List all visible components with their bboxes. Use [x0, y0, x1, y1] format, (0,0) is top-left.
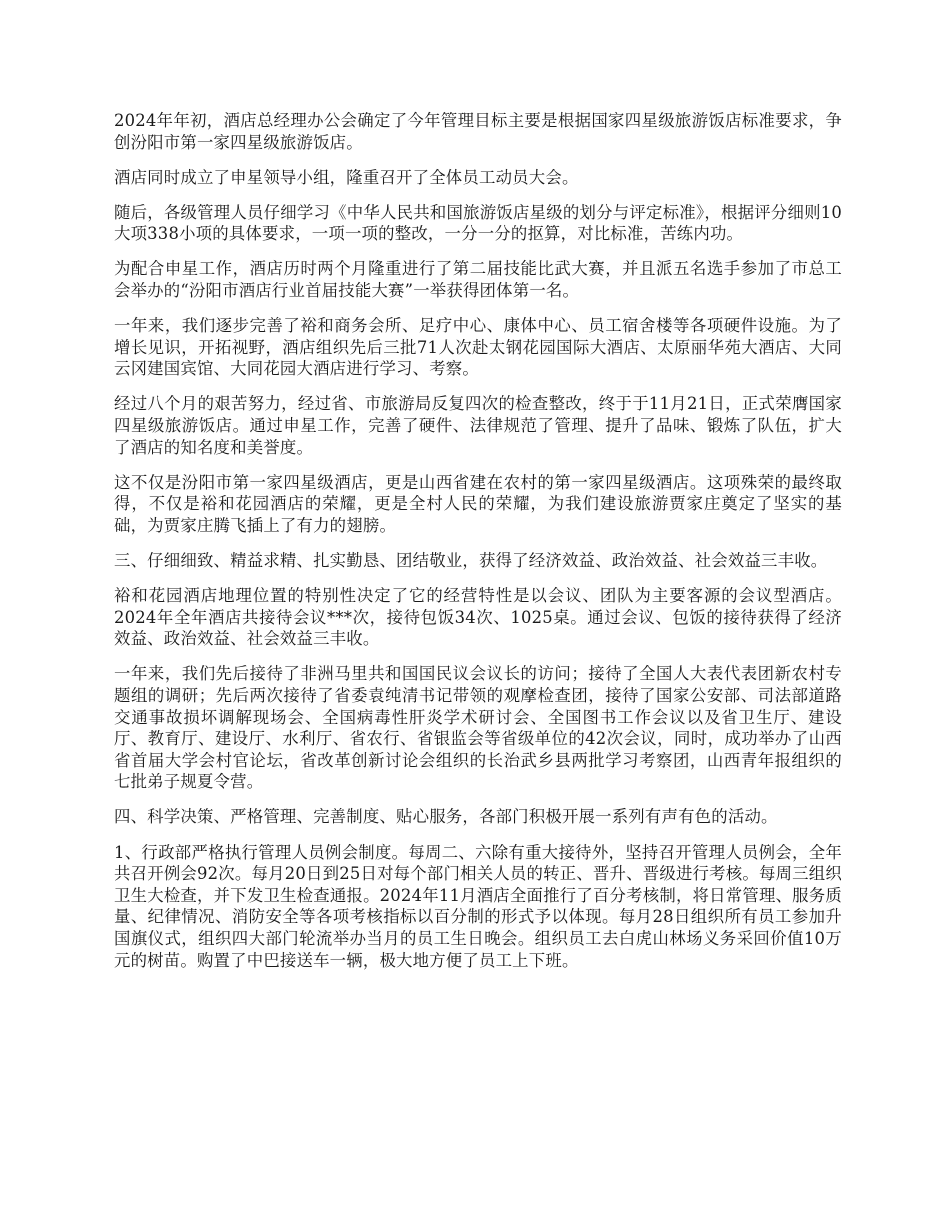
paragraph-5: 一年来，我们逐步完善了裕和商务会所、足疗中心、康体中心、员工宿舍楼等各项硬件设施。为了增长见识，开拓视野，酒店组织先后三批71人次赴太钢花园国际大酒店、太原丽华苑大酒店、大同云冈建国宾馆、大同花园大酒店进行学习、考察。 [114, 316, 842, 379]
paragraph-4: 为配合申星工作，酒店历时两个月隆重进行了第二届技能比武大赛，并且派五名选手参加了市总工会举办的“汾阳市酒店行业首届技能大赛”一举获得团体第一名。 [114, 259, 842, 301]
paragraph-6: 经过八个月的艰苦努力，经过省、市旅游局反复四次的检查整改，终于于11月21日，正式荣膺国家四星级旅游饭店。通过申星工作，完善了硬件、法律规范了管理、提升了品味、锻炼了队伍，扩大了酒店的知名度和美誉度。 [114, 394, 842, 457]
section-heading-3: 三、仔细细致、精益求精、扎实勤恳、团结敬业，获得了经济效益、政治效益、社会效益三丰收。 [114, 551, 828, 570]
document-body [114, 110, 842, 985]
paragraph-7: 这不仅是汾阳市第一家四星级酒店，更是山西省建在农村的第一家四星级酒店。这项殊荣的最终取得，不仅是裕和花园酒店的荣耀，更是全村人民的荣耀，为我们建设旅游贾家庄奠定了坚实的基础，为贾家庄腾飞插上了有力的翅膀。 [114, 472, 842, 535]
paragraph-3: 随后，各级管理人员仔细学习《中华人民共和国旅游饭店星级的划分与评定标准》，根据评分细则10大项338小项的具体要求，一项一项的整改，一分一分的抠算，对比标准，苦练内功。 [114, 202, 842, 244]
section-heading-4: 四、科学决策、严格管理、完善制度、贴心服务，各部门积极开展一系列有声有色的活动。 [114, 807, 778, 827]
paragraph-2: 酒店同时成立了申星领导小组，隆重召开了全体员工动员大会。 [114, 167, 579, 187]
paragraph-9: 裕和花园酒店地理位置的特别性决定了它的经营特性是以会议、团队为主要客源的会议型酒店。2024年全年酒店共接待会议***次，接待包饭34次、1025桌。通过会议、包饭的接待获得了经济效益、政治效益、社会效益三丰收。 [114, 586, 842, 649]
paragraph-1: 2024年年初，酒店总经理办公会确定了今年管理目标主要是根据国家四星级旅游饭店标准要求，争创汾阳市第一家四星级旅游饭店。 [114, 111, 842, 152]
paragraph-12: 1、行政部严格执行管理人员例会制度。每周二、六除有重大接待外，坚持召开管理人员例会，全年共召开例会92次。每月20日到25日对每个部门相关人员的转正、晋升、晋级进行考核。每周三组织卫生大检查，并下发卫生检查通报。2024年11月酒店全面推行了百分考核制，将日常管理、服务质量、纪律情况、消防安全等各项考核指标以百分制的形式予以体现。每月28日组织所有员工参加升国旗仪式，组织四大部门轮流举办当月的员工生日晚会。组织员工去白虎山林场义务采回价值10万元的树苗。购置了中巴接送车一辆，极大地方便了员工上下班。 [114, 842, 842, 970]
paragraph-10: 一年来，我们先后接待了非洲马里共和国国民议会议长的访问；接待了全国人大表代表团新农村专题组的调研；先后两次接待了省委袁纯清书记带领的观摩检查团，接待了国家公安部、司法部道路交通事故损坏调解现场会、全国病毒性肝炎学术研讨会、全国图书工作会议以及省卫生厅、建设厅、教育厅、建设厅、水利厅、省农行、省银监会等省级单位的42次会议，同时，成功举办了山西省首届大学会村官论坛，省改革创新讨论会组织的长治武乡县两批学习考察团，山西青年报组织的七批弟子规夏令营。 [114, 664, 842, 792]
